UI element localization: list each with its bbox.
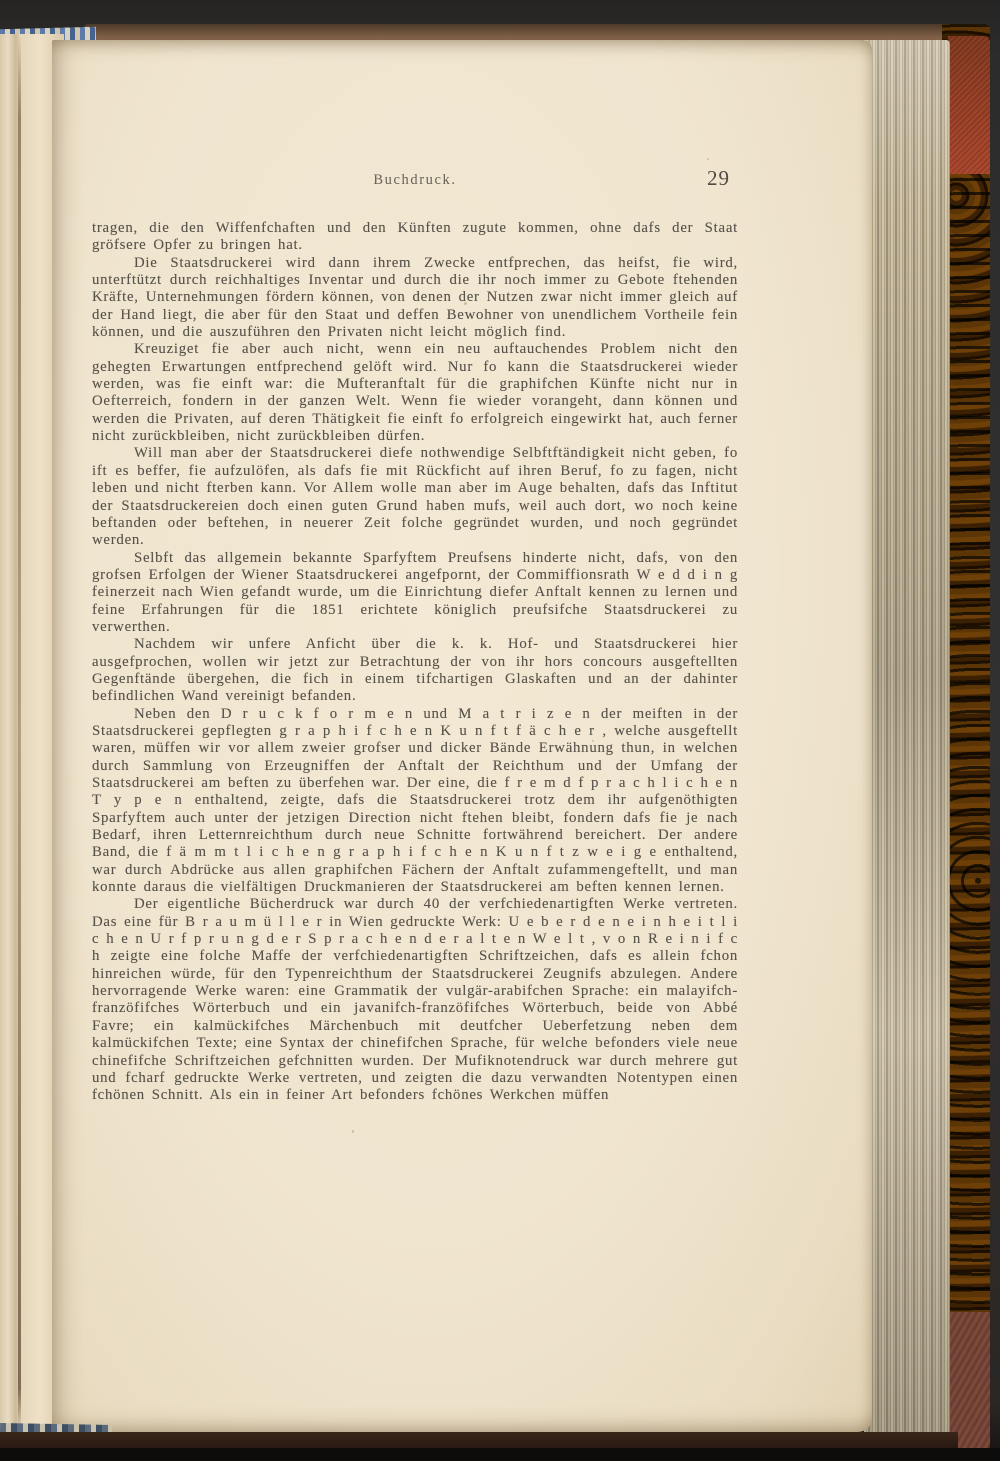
paragraph: Die Staatsdruckerei wird dann ihrem Zwecke entfprechen, das heifst, fie wird, unterftützt durch reichhaltiges Inventar und durch die ihr noch immer zu Gebote ftehenden Kräfte, Unternehmungen fördern können, von denen der Nutzen zwar nicht immer gleich auf der Hand liegt, die aber für den Staat und deffen Bewohner von unendlichem Vortheile fein können, und die auszuführen den Privaten nicht leicht möglich find. [92,254,738,341]
text-block [92,166,738,1105]
paragraph: tragen, die den Wiffenfchaften und den Künften zugute kommen, ohne dafs der Staat gröfsere Opfer zu bringen hat. [92,220,738,254]
paragraph: Nachdem wir unfere Anficht über die k. k. Hof- und Staatsdruckerei hier ausgefprochen, wollen wir jetzt zur Betrachtung der von ihr hors concours ausgeftellten Gegenftände übergehen, die fich in einem tifchartigen Glaskaften und an der dahinter befindlichen Wand vereinigt befanden. [92,636,738,705]
paper-speck [707,158,709,160]
paragraph: Kreuziget fie aber auch nicht, wenn ein neu auftauchendes Problem nicht den gehegten Erwartungen entfprechend gelöft wird. Nur fo kann die Staatsdruckerei wieder werden, was fie einft war: die Mufteranftalt für die graphifchen Künfte nicht nur in Oefterreich, fondern in der ganzen Welt. Wenn fie wieder vorangeht, dann können und werden die Privaten, auf deren Thätigkeit fie einft fo erfolgreich eingewirkt hat, auch ferner nicht zurückbleiben, nicht zurückbleiben dürfen. [92,341,738,445]
paragraph: Selbft das allgemein bekannte Sparfyftem Preufsens hinderte nicht, dafs, von den grofsen Erfolgen der Wiener Staatsdruckerei angefpornt, der Commiffionsrath W e d d i n g feinerzeit nach Wien gefandt wurde, um die Einrichtung diefer Anftalt kennen zu lernen und feine Erfahrungen für die 1851 erichtete königlich preufsifche Staatsdruckerei zu verwerthen. [92,549,738,635]
cover-leather-top-patch [948,36,990,174]
background-shadow [0,1448,1000,1461]
cover-leather-corner-patch [944,1312,990,1450]
page-gutter-crease [18,34,21,1430]
paper-speck [352,1130,354,1133]
paragraph: Neben den D r u c k f o r m e n und M a t r i z e n der meiften in der Staatsdruckerei gepflegten g r a p h i f c h e n K u n f t f ä c h e r , welche ausgeftellt waren, müffen wir vor allem zweier grofser und dicker Bände Erwähnung thun, in welchen durch Sammlung von Erzeugniffen der Anftalt der Reichthum und der Umfang der Staatsdruckerei am beften zu überfehen war. Der eine, die f r e m d f p r a c h l i c h e n T y p e n enthaltend, zeigte, dafs die Staatsdruckerei trotz dem ihr aufgenöthigten Sparfyftem auch unter der jetzigen Direction nicht ftehen bleibt, fondern dafs fie je nach Bedarf, ihren Letternreichthum durch neue Schnitte fortwährend bereichert. Der andere Band, die f ä m m t l i c h e n g r a p h i f c h e n K u n f t z w e i g e enthaltend, war durch Abdrücke aus allen graphifchen Fächern der Anftalt zufammengeftellt, und man konnte daraus die vielfältigen Druckmanieren der Staatsdruckerei am beften kennen lernen. [92,705,738,896]
paragraph: Der eigentliche Bücherdruck war durch 40 der verfchiedenartigften Werke vertreten. Das eine für B r a u m ü l l e r in Wien gedruckte Werk: U e b e r d e n e i n h e i t l i c h e n U r f p r u n g d e r S p r a c h e n d e r a l t e n W e l t , v o n R e i n i f c h zeigte eine folche Maffe der verfchiedenartigften Schriftzeichen, dafs es allein fchon hinreichen würde, für den Typenreichthum der Staatsdruckerei Zeugnifs abzulegen. Andere hervorragende Werke waren: eine Grammatik der vulgär-arabifchen Sprache: ein malayifch-franzöfifches Wörterbuch und ein javanifch-franzöfifches Wörterbuch, beide von Abbé Favre; ein kalmückifches Märchenbuch mit deutfcher Ueberfetzung neben dem kalmückifchen Texte; eine Syntax der chinefifchen Sprache, für welche befonders viele neue chinefifche Schriftzeichen gefchnitten wurden. Der Mufiknotendruck war durch mehrere gut und fcharf gedruckte Werke vertreten, und zeigten die dazu verwandten Notentypen einen fchönen Schnitt. Als ein in feiner Art befonders fchönes Werkchen müffen [92,896,738,1104]
page-number: 29 [707,166,730,190]
page-header-row [92,166,738,202]
running-header: Buchdruck. [373,172,457,188]
text-block-body [92,220,738,1105]
fore-edge-page-stack [864,40,950,1452]
paragraph: Will man aber der Staatsdruckerei diefe nothwendige Selbftftändigkeit nicht geben, fo ift es beffer, fie aufzulöfen, als dafs fie mit Rückficht auf ihren Beruf, fo zu fagen, nicht leben und nicht fterben kann. Vor Allem wolle man aber im Auge behalten, dafs das Inftitut der Staatsdruckereien doch einen guten Grund haben mufs, weil auch dort, wo noch keine beftanden oder beftehen, in neuerer Zeit folche gegründet wurden, und noch gegründet werden. [92,445,738,549]
